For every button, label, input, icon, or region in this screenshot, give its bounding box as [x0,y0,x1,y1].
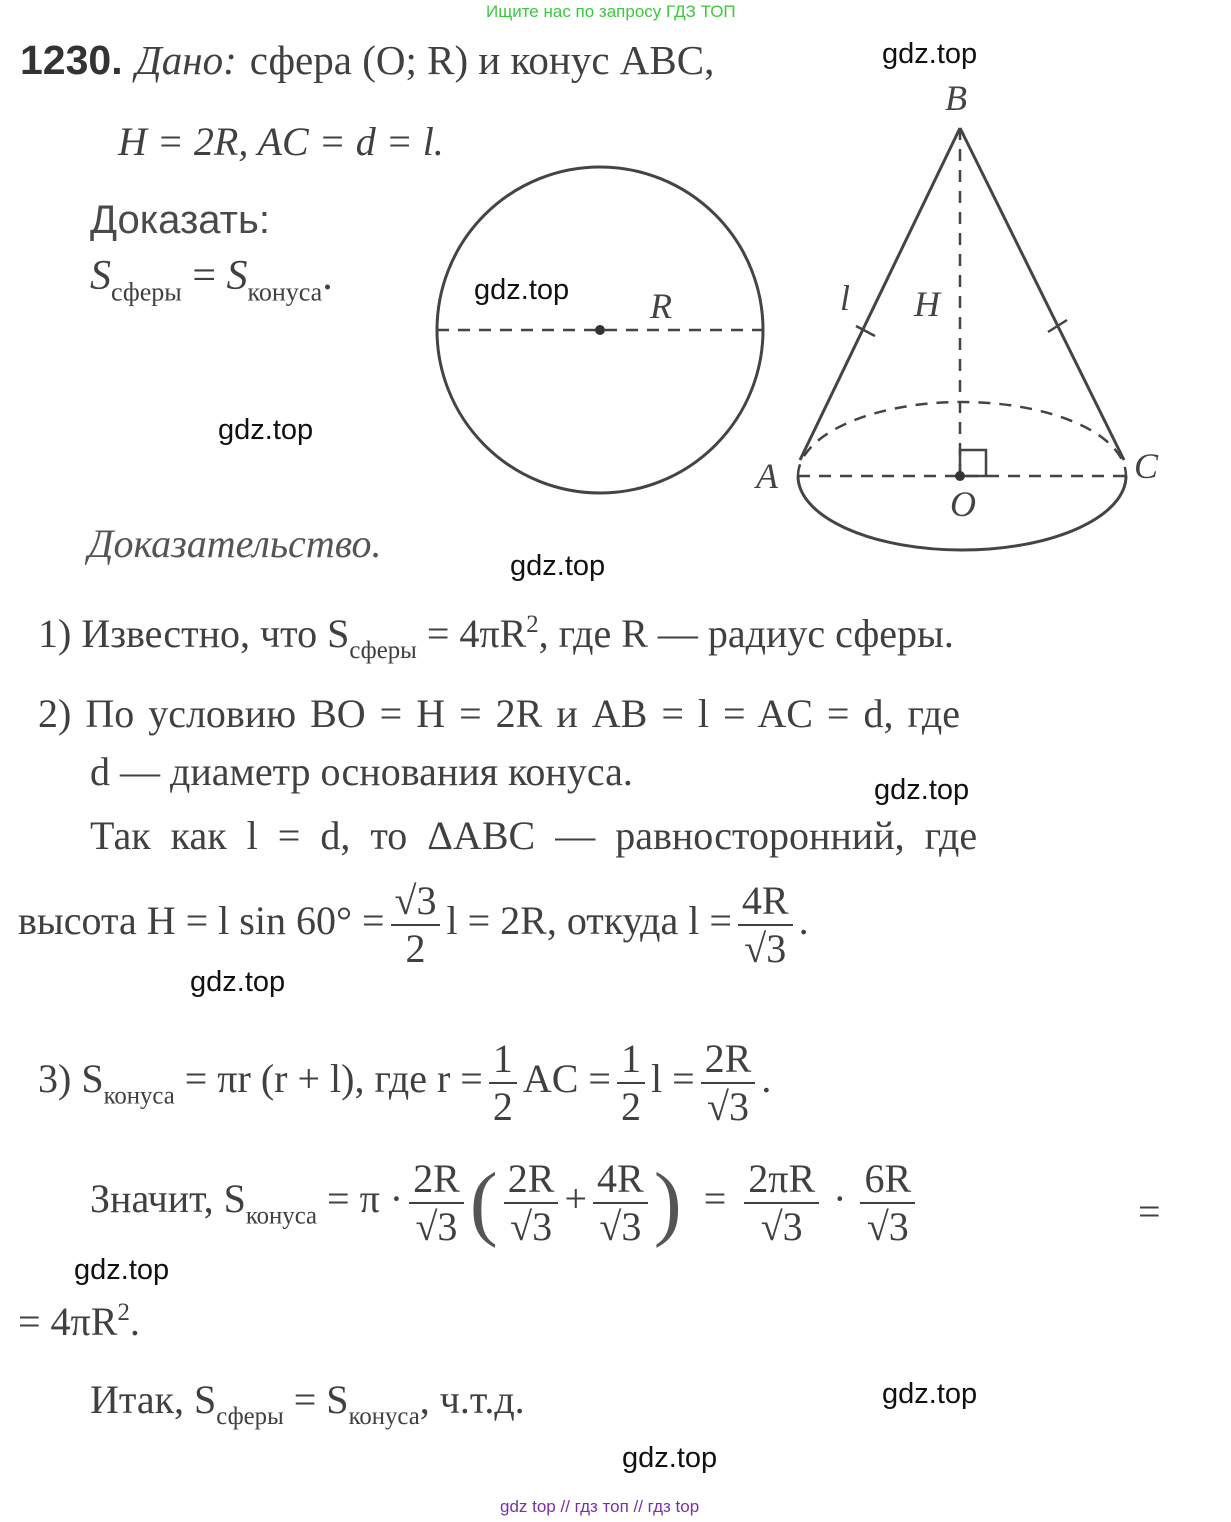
watermark: gdz.top [882,38,978,70]
step-2-l4-b: l = 2R, откуда l = [446,898,732,944]
watermark: gdz.top [218,414,314,446]
prove-s: S [90,253,111,299]
figure [0,0,1231,600]
frac-den: √3 [866,1204,909,1249]
frac-den: √3 [599,1204,642,1249]
sphere-center [595,325,605,335]
frac-den: √3 [415,1204,458,1249]
step-3-end: . [761,1056,772,1102]
fraction-4r-over-sqrt3 [593,1158,648,1248]
given-text: сфера (O; R) и конус ABC, [249,37,715,83]
fraction-2r-over-sqrt3 [701,1038,756,1128]
step-3 [38,1038,771,1128]
step-3-sub: конуса [103,1082,175,1110]
therefore-eq-end: = [1138,1189,1161,1234]
fraction-1-over-2 [617,1038,645,1128]
watermark: gdz.top [190,966,286,998]
right-paren: ) [653,1156,682,1249]
prove-eq: = [181,253,227,299]
cone-base-back [798,402,1126,476]
z-sub: конуса [245,1202,318,1230]
step-1-b: = 4πR [416,611,527,656]
fraction-6r-over-sqrt3 [860,1158,915,1248]
sphere-label-r: R [650,286,672,326]
therefore-line [90,1158,921,1248]
frac-num: 2R [409,1158,464,1204]
prove-sub-cone: конуса [247,277,323,307]
step-2-line1: 2) По условию BO = H = 2R и AB = l = AC = d, где [38,691,960,736]
frac-num: 2R [701,1038,756,1084]
step-2-line2: d — диаметр основания конуса. [90,749,633,794]
prove-dot: . [322,253,333,299]
step-3-d: l = [650,1056,695,1102]
z-plus: + [564,1176,588,1222]
given-label: Дано: [135,37,237,83]
fraction-2r-over-sqrt3 [409,1158,464,1248]
therefore-line2 [18,1298,140,1345]
fraction-2pir-over-sqrt3 [744,1158,819,1248]
frac-den: √3 [744,926,787,971]
fin-sub1: сферы [216,1403,284,1431]
frac-num: 2πR [744,1158,819,1204]
step-3-a: 3) S [38,1056,104,1102]
step-2-l4-end: . [798,898,809,944]
prove-label: Доказать: [90,198,270,242]
step-3-c: AC = [522,1056,611,1102]
step-1-c: , где R — радиус сферы. [538,611,954,656]
frac-den: √3 [707,1084,749,1129]
right-angle-mark [960,450,986,476]
watermark: gdz.top [74,1254,170,1286]
fin-sub2: конуса [348,1403,420,1431]
final-line [90,1376,525,1431]
top-banner[interactable]: Ищите нас по запросу ГДЗ ТОП [486,2,736,21]
given-line2: H = 2R, AC = d = l. [118,119,444,164]
fraction-4r-over-sqrt3 [738,880,793,970]
z-dot: · [833,1176,847,1222]
label-o: O [950,484,976,524]
bottom-banner[interactable]: gdz top // гдз топ // гдз top [500,1497,700,1516]
fraction-1-over-2 [489,1038,517,1128]
label-c: C [1134,446,1159,486]
problem-number: 1230. [20,37,123,83]
watermark: gdz.top [474,274,570,306]
z-l2sup: 2 [117,1299,130,1327]
watermark: gdz.top [622,1442,718,1474]
frac-den: √3 [510,1204,553,1249]
watermark: gdz.top [510,550,606,582]
step-2-line4 [18,880,809,970]
frac-num: 4R [738,880,793,926]
frac-num: 4R [593,1158,648,1204]
step-3-b: = πr (r + l), где r = [174,1056,483,1102]
fraction-2r-over-sqrt3 [504,1158,559,1248]
step-2-l4-a: высота H = l sin 60° = [18,898,385,944]
fraction-sqrt3-over-2 [391,880,441,970]
step-1 [38,610,954,665]
left-paren: ( [469,1156,498,1249]
watermark: gdz.top [882,1378,978,1410]
frac-num: √3 [391,880,441,926]
prove-s2: S [226,253,248,299]
label-a: A [756,456,778,496]
fin-b: = S [283,1377,349,1422]
prove-sub-sphere: сферы [111,277,182,307]
proof-label: Доказательство. [88,521,382,566]
step-1-a: 1) Известно, что S [38,611,350,656]
step-2-line3: Так как l = d, то ΔABC — равносторонний, где [90,813,978,858]
label-b: B [945,78,967,118]
frac-num: 1 [617,1038,645,1084]
frac-num: 2R [504,1158,559,1204]
z-l2b: . [129,1299,140,1344]
tick-bc [1048,320,1067,332]
z-b: = π · [317,1176,404,1222]
step-1-sup: 2 [526,611,539,639]
watermark: gdz.top [874,774,970,806]
z-l2a: = 4πR [18,1299,118,1344]
label-l: l [840,278,851,318]
frac-den: 2 [492,1084,513,1129]
z-a: Значит, S [90,1176,246,1222]
label-h: H [914,284,940,324]
cone-center [955,471,965,481]
step-1-sub: сферы [349,637,417,665]
frac-num: 1 [489,1038,517,1084]
frac-den: 2 [620,1084,641,1129]
fin-a: Итак, S [90,1377,217,1422]
frac-den: √3 [760,1204,803,1249]
fin-c: , ч.т.д. [419,1377,525,1422]
frac-num: 6R [860,1158,915,1204]
z-eq: = [703,1176,727,1222]
frac-den: 2 [405,926,426,971]
